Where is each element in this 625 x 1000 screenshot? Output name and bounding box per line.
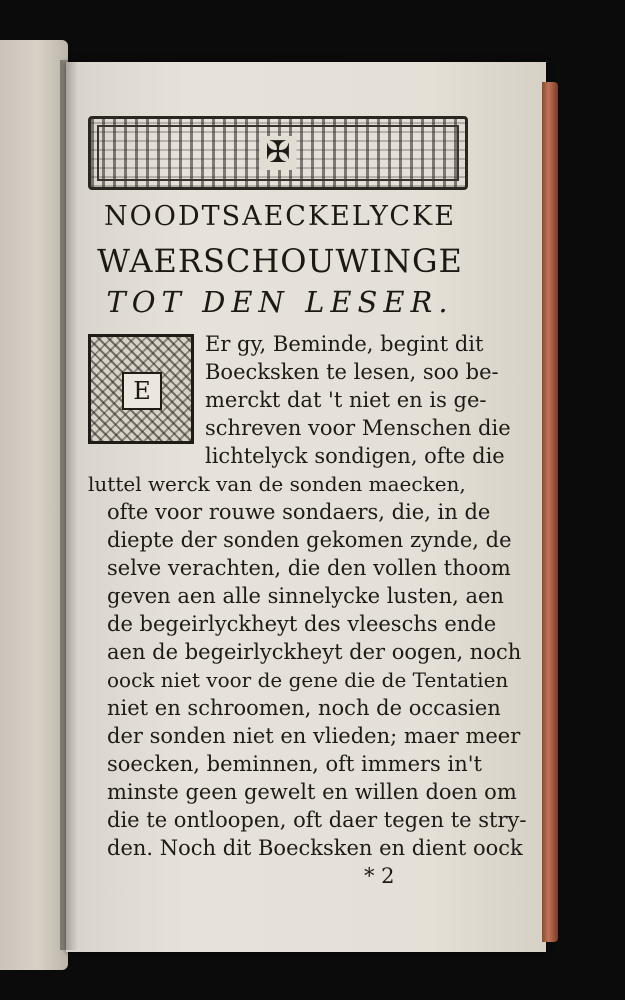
body-line: Er gy, Beminde, begint dit (205, 332, 484, 356)
body-line: den. Noch dit Boecksken en dient oock (107, 836, 523, 860)
title-line-1: NOODTSAECKELYCKE (104, 201, 456, 232)
body-line: die te ontloopen, oft daer tegen te stry- (107, 808, 527, 832)
title-line-2: WAERSCHOUWINGE (97, 242, 463, 280)
decorated-initial (88, 334, 194, 444)
body-line: minste geen gewelt en willen doen om (107, 780, 517, 804)
body-line: lichtelyck sondigen, ofte die (205, 444, 505, 468)
headpiece-ornament (88, 116, 468, 190)
body-line: soecken, beminnen, oft immers in't (107, 752, 482, 776)
facing-page (0, 40, 68, 970)
body-line: aen de begeirlyckheyt der oogen, noch (107, 640, 522, 664)
body-line: selve verachten, die den vollen thoom (107, 556, 511, 580)
body-line: niet en schroomen, noch de occasien (107, 696, 501, 720)
page-gutter (60, 60, 78, 950)
body-line: de begeirlyckheyt des vleeschs ende (107, 612, 497, 636)
maltese-cross-icon: ✠ (259, 136, 296, 170)
body-line: schreven voor Menschen die (205, 416, 511, 440)
body-line: merckt dat 't niet en is ge- (205, 388, 487, 412)
signature-mark: * 2 (364, 864, 395, 888)
page-edge-red (542, 82, 558, 942)
body-line: oock niet voor de gene die de Tentatien (107, 668, 509, 692)
body-line: Boecksken te lesen, soo be- (205, 360, 499, 384)
title-line-3: TOT DEN LESER. (106, 285, 454, 319)
initial-letter: E (122, 372, 162, 410)
body-line: diepte der sonden gekomen zynde, de (107, 528, 512, 552)
body-line: ofte voor rouwe sondaers, die, in de (107, 500, 491, 524)
body-line: geven aen alle sinnelycke lusten, aen (107, 584, 504, 608)
body-line: luttel werck van de sonden maecken, (88, 472, 466, 496)
body-line: der sonden niet en vlieden; maer meer (107, 724, 521, 748)
